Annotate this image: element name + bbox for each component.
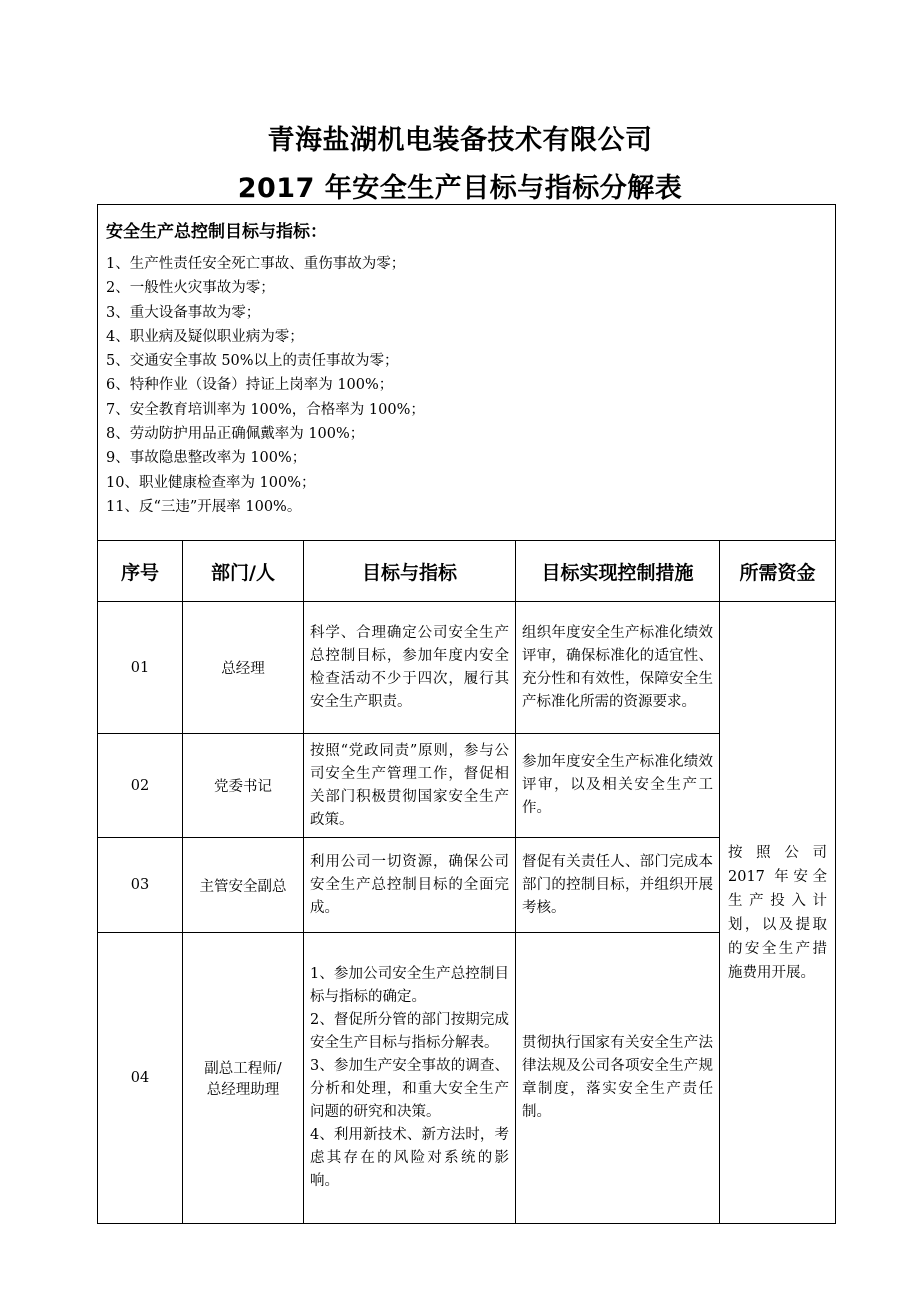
- summary-item: 7、安全教育培训率为 100%，合格率为 100%；: [106, 401, 425, 418]
- row-number: 01: [98, 602, 183, 734]
- row-goal: [304, 933, 516, 1224]
- row-number: 04: [98, 933, 183, 1224]
- row-measure: 组织年度安全生产标准化绩效评审，确保标准化的适宜性、充分性和有效性，保障安全生产标准化所需的资源要求。: [516, 602, 720, 734]
- summary-item: 11、反“三违”开展率 100%。: [106, 498, 302, 515]
- summary-item: 9、事故隐患整改率为 100%；: [106, 450, 307, 467]
- row-measure: 贯彻执行国家有关安全生产法律法规及公司各项安全生产规章制度，落实安全生产责任制。: [516, 933, 720, 1224]
- row-goal: 利用公司一切资源，确保公司安全生产总控制目标的全面完成。: [304, 838, 516, 933]
- column-header-no: 序号: [98, 541, 183, 602]
- summary-item: 5、交通安全事故 50%以上的责任事故为零；: [106, 353, 399, 370]
- target-breakdown-table: [97, 204, 836, 1224]
- document-title: 2017 年安全生产目标与指标分解表: [237, 173, 683, 204]
- company-title: 青海盐湖机电装备技术有限公司: [267, 125, 653, 156]
- row-goal: 按照“党政同责”原则，参与公司安全生产管理工作，督促相关部门积极贯彻国家安全生产政策。: [304, 734, 516, 838]
- goal-item: 1、参加公司安全生产总控制目标与指标的确定。: [310, 966, 509, 1005]
- header-row: [98, 541, 836, 602]
- summary-list: [106, 252, 825, 519]
- summary-cell: [98, 205, 836, 541]
- summary-item: 8、劳动防护用品正确佩戴率为 100%；: [106, 426, 365, 443]
- row-measure: 参加年度安全生产标准化绩效评审，以及相关安全生产工作。: [516, 734, 720, 838]
- column-header-dept: 部门/人: [183, 541, 304, 602]
- summary-item: 10、职业健康检查率为 100%；: [106, 474, 316, 491]
- row-dept: [183, 933, 304, 1224]
- row-dept: 主管安全副总: [183, 838, 304, 933]
- row-number: 02: [98, 734, 183, 838]
- summary-item: 4、职业病及疑似职业病为零；: [106, 328, 304, 345]
- column-header-goal: 目标与指标: [304, 541, 516, 602]
- goal-item: 2、督促所分管的部门按期完成安全生产目标与指标分解表。: [310, 1012, 509, 1051]
- row-dept: 总经理: [183, 602, 304, 734]
- column-header-funding: 所需资金: [720, 541, 836, 602]
- summary-row: [98, 205, 836, 541]
- summary-item: 3、重大设备事故为零；: [106, 304, 261, 321]
- summary-item: 1、生产性责任安全死亡事故、重伤事故为零；: [106, 256, 406, 272]
- dept-line: 副总工程师/: [204, 1061, 282, 1077]
- row-goal: 科学、合理确定公司安全生产总控制目标，参加年度内安全检查活动不少于四次，履行其安全生产职责。: [304, 602, 516, 734]
- row-dept: 党委书记: [183, 734, 304, 838]
- goal-item: 4、利用新技术、新方法时，考虑其存在的风险对系统的影响。: [310, 1127, 509, 1189]
- goal-item: 3、参加生产安全事故的调查、分析和处理，和重大安全生产问题的研究和决策。: [310, 1058, 509, 1120]
- dept-line: 总经理助理: [206, 1082, 280, 1098]
- row-number: 03: [98, 838, 183, 933]
- summary-item: 6、特种作业（设备）持证上岗率为 100%；: [106, 377, 394, 394]
- funding-cell: 按照公司 2017 年安全生产投入计划，以及提取的安全生产措施费用开展。: [720, 602, 836, 1224]
- summary-heading: 安全生产总控制目标与指标：: [106, 222, 327, 242]
- table-row: [98, 602, 836, 734]
- column-header-measure: 目标实现控制措施: [516, 541, 720, 602]
- row-measure: 督促有关责任人、部门完成本部门的控制目标，并组织开展考核。: [516, 838, 720, 933]
- summary-item: 2、一般性火灾事故为零；: [106, 280, 275, 297]
